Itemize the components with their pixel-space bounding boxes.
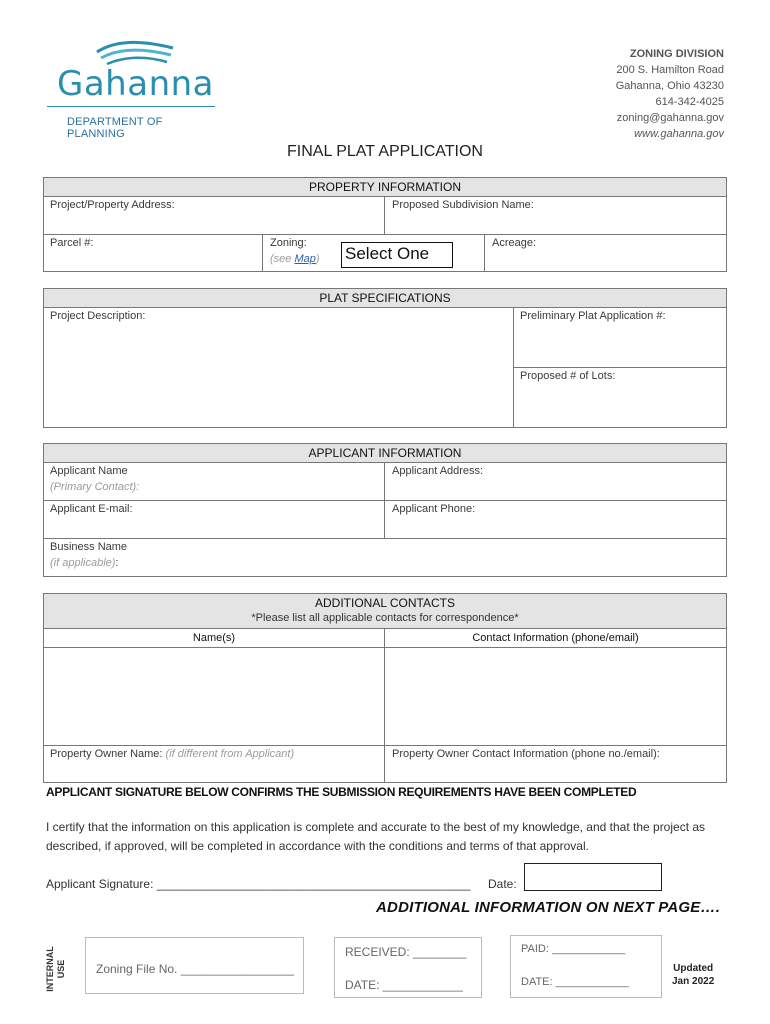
additional-contacts-section	[43, 593, 727, 783]
field-label: Preliminary Plat Application #:	[520, 310, 666, 322]
updated-label: Updated	[673, 963, 714, 974]
number-of-lots-field[interactable]	[514, 368, 726, 427]
contact-info-field[interactable]	[385, 648, 726, 746]
zoning-select-dropdown[interactable]: Select One	[341, 242, 453, 268]
received-box	[334, 937, 482, 998]
subdivision-name-field[interactable]	[385, 197, 726, 235]
sublabel-text: (if applicable)	[50, 557, 116, 569]
field-label: Parcel #:	[50, 237, 94, 249]
column-header-names: Name(s)	[44, 629, 385, 648]
property-information-section	[43, 177, 727, 272]
email-address[interactable]: zoning@gahanna.gov	[616, 112, 724, 124]
applicant-email-field[interactable]	[44, 501, 385, 539]
section-heading-block	[44, 594, 726, 629]
website-url[interactable]: www.gahanna.gov	[634, 128, 724, 140]
applicant-address-field[interactable]	[385, 463, 726, 501]
applicant-signature-line[interactable]: Applicant Signature: _______________________________________________	[46, 877, 471, 891]
parcel-field[interactable]	[44, 235, 263, 271]
street-address: 200 S. Hamilton Road	[616, 64, 724, 76]
field-sublabel	[50, 557, 118, 569]
gahanna-logo	[47, 38, 217, 140]
paid-field[interactable]: PAID: ____________	[521, 943, 626, 955]
property-owner-contact-field[interactable]	[385, 746, 726, 782]
contact-address-block	[616, 46, 724, 142]
field-label: Applicant Name	[50, 465, 128, 477]
field-label: Acreage:	[492, 237, 537, 249]
business-name-field[interactable]	[44, 539, 726, 576]
zoning-file-box	[85, 937, 304, 994]
date-label: Date:	[488, 877, 517, 891]
applicant-phone-field[interactable]	[385, 501, 726, 539]
paid-date-field[interactable]: DATE: ____________	[521, 976, 630, 988]
section-heading: APPLICANT INFORMATION	[44, 444, 726, 463]
field-label: Property Owner Contact Information (phone no./email):	[392, 748, 660, 760]
logo-divider	[47, 106, 215, 107]
hint-text: (see	[270, 253, 295, 265]
field-label: Zoning:	[270, 237, 307, 249]
field-label: Business Name	[50, 541, 128, 553]
preliminary-plat-field[interactable]	[514, 308, 726, 368]
received-date-field[interactable]: DATE: ____________	[345, 978, 463, 992]
field-label: Applicant Address:	[392, 465, 484, 477]
field-label	[50, 748, 294, 760]
contact-names-field[interactable]	[44, 648, 385, 746]
section-heading: PROPERTY INFORMATION	[44, 178, 726, 197]
zoning-field	[263, 235, 485, 271]
applicant-information-section	[43, 443, 727, 577]
field-label: Proposed # of Lots:	[520, 370, 616, 382]
hint-close: )	[315, 253, 320, 265]
column-header-contact: Contact Information (phone/email)	[385, 629, 726, 648]
project-description-field[interactable]	[44, 308, 514, 427]
division-name: ZONING DIVISION	[629, 48, 724, 60]
field-label: Project/Property Address:	[50, 199, 175, 211]
date-input[interactable]	[524, 863, 662, 891]
updated-date: Jan 2022	[672, 976, 715, 987]
city-state-zip: Gahanna, Ohio 43230	[615, 80, 724, 92]
zoning-map-hint	[270, 253, 320, 265]
internal-use-label: INTERNAL USE	[45, 946, 66, 992]
updated-stamp	[672, 962, 714, 988]
department-name: DEPARTMENT OF PLANNING	[67, 116, 163, 140]
label-sub: (if different from Applicant)	[165, 748, 295, 760]
paid-box	[510, 935, 662, 998]
plat-specifications-section	[43, 288, 727, 428]
field-label: Proposed Subdivision Name:	[392, 199, 534, 211]
received-field[interactable]: RECEIVED: ________	[345, 945, 467, 959]
section-heading: ADDITIONAL CONTACTS	[314, 596, 455, 610]
field-label: Applicant E-mail:	[50, 503, 133, 515]
next-page-notice: ADDITIONAL INFORMATION ON NEXT PAGE….	[376, 899, 721, 916]
property-owner-name-field[interactable]	[44, 746, 385, 782]
sublabel-colon: :	[115, 557, 119, 569]
logo-wordmark: Gahanna	[57, 64, 214, 104]
zoning-map-link[interactable]: Map	[294, 253, 316, 265]
page-title: FINAL PLAT APPLICATION	[287, 143, 483, 160]
signature-heading: APPLICANT SIGNATURE BELOW CONFIRMS THE SUBMISSION REQUIREMENTS HAVE BEEN COMPLETED	[46, 785, 637, 799]
certification-statement: I certify that the information on this application is complete and accurate to the best of my knowledge, and that the project as described, if approved, will be completed in accordance with the conditions and terms of that approval.	[46, 820, 706, 853]
label-text: Property Owner Name:	[50, 748, 166, 760]
zoning-file-number[interactable]: Zoning File No. _________________	[96, 962, 295, 976]
field-sublabel: (Primary Contact):	[50, 481, 140, 493]
section-note: *Please list all applicable contacts for correspondence*	[251, 612, 519, 624]
section-heading: PLAT SPECIFICATIONS	[44, 289, 726, 308]
field-label: Applicant Phone:	[392, 503, 476, 515]
field-label: Project Description:	[50, 310, 146, 322]
applicant-name-field[interactable]	[44, 463, 385, 501]
project-address-field[interactable]	[44, 197, 385, 235]
acreage-field[interactable]	[485, 235, 726, 271]
phone-number: 614-342-4025	[655, 96, 724, 108]
